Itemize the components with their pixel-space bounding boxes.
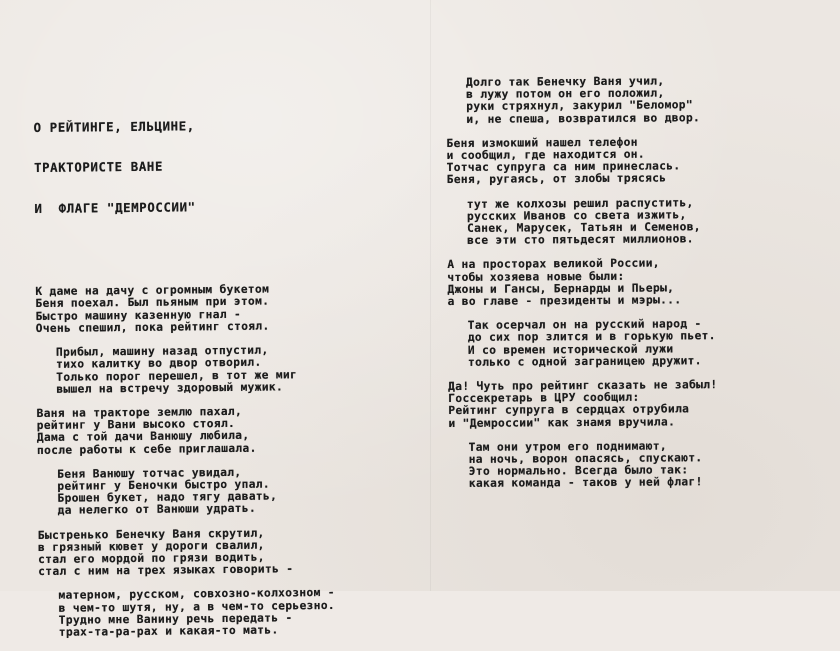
verse-line: тихо калитку во двор отворил. [56, 355, 262, 372]
verse-line: и "Демроссии" как знамя вручила. [448, 415, 676, 430]
stanza [449, 440, 719, 491]
verse-line: Быстренько Бенечку Ваня скрутил, [37, 526, 265, 542]
stanza [35, 283, 332, 335]
verse-line: рейтинг у Беночки быстро упал. [57, 477, 270, 493]
verse-line: Долго так Бенечку Ваня учил, [465, 74, 665, 89]
verse-line: И со времен исторической лужи [467, 342, 674, 357]
verse-line: Джоны и Гансы, Бернарды и Пьеры, [447, 281, 675, 296]
verse-line: стал с ним на трех языках говорить - [38, 562, 294, 579]
verse-line: Ваня на тракторе землю пахал, [36, 404, 243, 420]
verse-line: Брошен букет, надо тягу давать, [57, 489, 278, 505]
poem-title [33, 91, 331, 242]
stanza [447, 197, 717, 248]
stanza [37, 405, 334, 457]
page-fold [430, 0, 431, 591]
verse-line: тут же колхозы решил распустить, [466, 195, 694, 211]
stanza [448, 379, 718, 430]
right-column [446, 75, 718, 503]
verse-line: Беня измокший нашел телефон [446, 135, 638, 150]
verse-line: Прибыл, машину назад отпустил, [55, 343, 269, 359]
verse-line: да нелегко от Ванюши удрать. [57, 502, 257, 518]
verse-line: рейтинг у Вани высоко стоял. [36, 417, 236, 433]
verse-line: Рейтинг супруга в сердцах отрубила [448, 402, 690, 418]
stanza [446, 75, 716, 126]
verse-line: Очень спешил, пока рейтинг стоял. [35, 319, 270, 335]
stanza [447, 258, 717, 309]
verse-line: русских Иванов со света изжить, [466, 208, 687, 223]
verse-line: в чем-то шутя, ну, а в чем-то серьезно. [58, 598, 336, 615]
title-line: О РЕЙТИНГЕ, ЕЛЬЦИНЕ, [33, 118, 195, 136]
verse-line: в грязный кювет у дороги свалил, [37, 538, 265, 554]
title-line: И ФЛАГЕ "ДЕМРОССИИ" [34, 198, 196, 216]
verse-line: а во главе - президенты и мэры... [447, 293, 682, 309]
stanza [38, 526, 335, 578]
verse-line: руки стряхнул, закурил "Беломор" [466, 98, 693, 114]
verse-line: матерном, русском, совхозно-колхозном - [58, 586, 335, 603]
verse-line: вышел на встречу здоровый мужик. [56, 380, 284, 396]
verse-line: чтобы хозяева новые были: [447, 269, 625, 284]
verse-line: Там они утром его поднимают, [468, 439, 668, 454]
verse-line: Трудно мне Ванину речь передать - [58, 611, 293, 627]
verse-line: Только порог перешел, в тот же миг [56, 367, 298, 384]
stanza [448, 318, 718, 369]
verse-line: Да! Чуть про рейтинг сказать не забыл! [448, 378, 718, 394]
verse-line: после работы к себе приглашала. [36, 441, 257, 457]
stanza [38, 587, 335, 639]
verse-line: до сих пор злится и в горькую пьет. [467, 329, 716, 345]
verse-line: Санек, Марусек, Татьян и Семенов, [467, 220, 701, 235]
verse-line: Беня, ругаясь, от злобы трясясь [446, 171, 667, 187]
verse-line: Беня поехал. Был пьяным при этом. [35, 295, 270, 311]
verse-line: Беня Ванюшу тотчас увидал, [57, 465, 242, 481]
verse-line: стал его мордой по грязи водить, [38, 550, 265, 566]
verse-line: какая команда - таков у ней флаг! [468, 475, 703, 491]
stanza [446, 136, 716, 187]
verse-line: Это нормально. Всегда было так: [468, 463, 689, 479]
verse-line: К даме на дачу с огромным букетом [35, 282, 270, 299]
left-column [33, 67, 335, 651]
verse-line: на ночь, ворон опасясь, спускают. [468, 451, 703, 466]
verse-line: только с одной заграницею дружит. [467, 354, 702, 369]
verse-line: и сообщил, где находится он. [446, 147, 645, 163]
verse-line: и, не спеша, возвратился во двор. [466, 110, 701, 126]
verse-line: Быстро машину казенную гнал - [35, 307, 242, 323]
verse-line: Госсекретарь в ЦРУ сообщил: [448, 390, 640, 406]
stanza [37, 466, 334, 518]
verse-line: Тотчас супруга са ним принеслась. [446, 159, 681, 175]
verse-line: А на просторах великой России, [447, 256, 660, 272]
stanza [36, 344, 333, 396]
verse-line: Так осерчал он на русский народ - [467, 317, 702, 333]
title-line: ТРАКТОРИСТЕ ВАНЕ [33, 159, 164, 176]
verse-line: в лужу потом он его положил, [466, 86, 665, 102]
verse-line: все эти сто пятьдесят миллионов. [467, 232, 694, 248]
verse-line: трах-та-ра-рах и какая-то мать. [58, 623, 279, 639]
verse-line: Дама с той дачи Ванюшу любила, [36, 429, 250, 445]
